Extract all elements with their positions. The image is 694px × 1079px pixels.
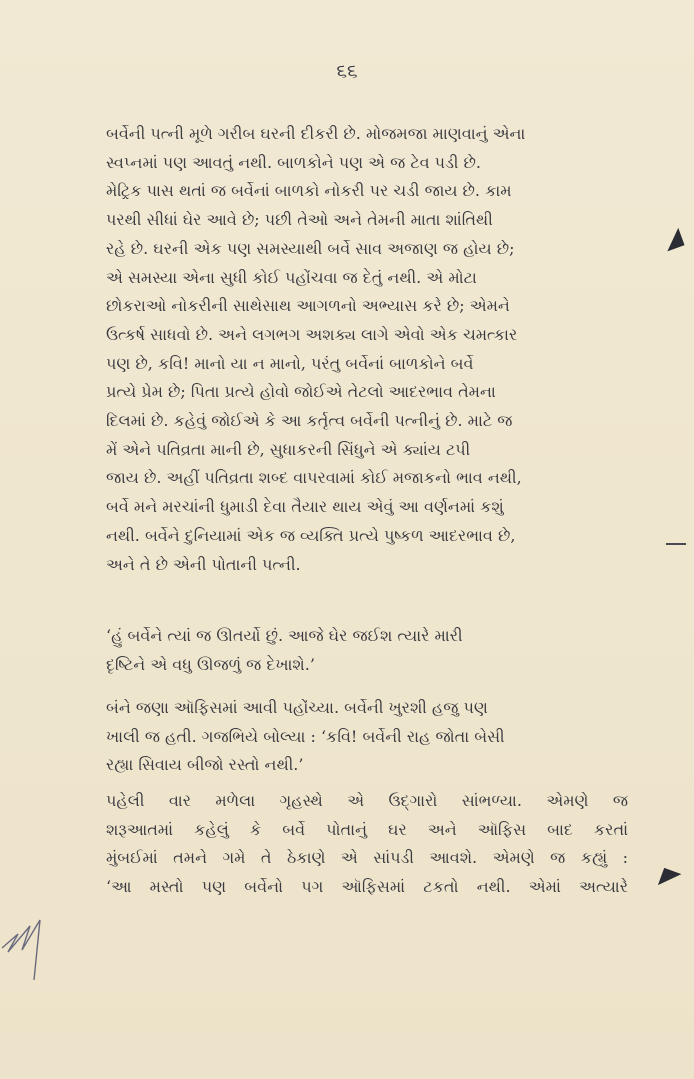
paragraph-4: પહેલી વાર મળેલા ગૃહસ્થે એ ઉદ્ગારો સાંભળ્યા. એમણે જ શરૂઆતમાં કહેલું કે બર્વે પોતાનું ઘર અને ઑફિસ બાદ કરતાં મુંબઈમાં તમને ગમે તે ઠેકાણે એ સાંપડી આવશે. એમણે જ કહ્યું : ‘આ મસ્તો પણ બર્વેનો પગ ઑફિસમાં ટકતો નથી. એમાં અત્યારે — [106, 791, 628, 897]
paragraph-1: બર્વેની પત્ની મૂળે ગરીબ ઘરની દીકરી છે. મોજમજા માણવાનું એના સ્વપ્નમાં પણ આવતું નથી. બાળકોને પણ એ જ ટેવ પડી છે. મેટ્રિક પાસ થતાં જ બર્વેનાં બાળકો નોકરી પર ચડી જાય છે. કામ પરથી સીધાં ઘેર આવે છે; પછી તેઓ અને તેમની માતા શાંતિથી રહે છે. ઘરની એક પણ સમસ્યાથી બર્વે સાવ અજાણ જ હોય છે; એ સમસ્યા એના સુધી કોઈ પહોંચવા જ દેતું નથી. એ મોટા છોકરાઓ નોકરીની સાથેસાથ આગળનો અભ્યાસ કરે છે; એમને ઉત્કર્ષ સાધવો છે. અને લગભગ અશક્ય લાગે એવો એક ચમત્કાર પણ છે, કવિ! માનો યા ન માનો, પરંતુ બર્વેનાં બાળકોને બર્વે પ્રત્યે પ્રેમ છે; પિતા પ્રત્યે હોવો જોઈએ તેટલો આદરભાવ તેમના દિલમાં છે. કહેવું જોઈએ કે આ કર્તૃત્વ બર્વેની પત્નીનું છે. માટે જ મેં એને પતિવ્રતા માની છે, સુધાકરની સિંધુને એ ક્યાંય ટપી જાય છે. અહીં પતિવ્રતા શબ્દ વાપરવામાં કોઈ મજાકનો ભાવ નથી, બર્વે મને મરચાંની ધુમાડી દેવા તૈયાર થાય એવું આ વર્ણનમાં કશું નથી. બર્વેને દુનિયામાં એક જ વ્યક્તિ પ્રત્યે પુષ્કળ આદરભાવ છે, અને તે છે એની પોતાની પત્ની. — [106, 124, 526, 574]
margin-pen-scribble-icon — [0, 900, 100, 980]
binding-mark-top-icon: ◢ — [658, 221, 686, 255]
binding-mark-bottom-icon: ◤ — [656, 861, 684, 895]
paragraph-2: ‘હું બર્વેને ત્યાં જ ઊતર્યો છું. આજે ઘેર જઈશ ત્યારે મારી દૃષ્ટિને એ વધુ ઊજળું જ દેખાશે.’ — [106, 626, 463, 674]
margin-dash — [666, 543, 686, 545]
paragraph-3: બંને જણા ઑફિસમાં આવી પહોંચ્યા. બર્વેની ખુરશી હજુ પણ ખાલી જ હતી. ગજભિયે બોલ્યા : ‘કવિ! બર્વેની રાહ જોતા બેસી રહ્યા સિવાય બીજો રસ્તો નથી.’ — [106, 698, 505, 775]
page-number: ૬૬ — [336, 60, 358, 82]
